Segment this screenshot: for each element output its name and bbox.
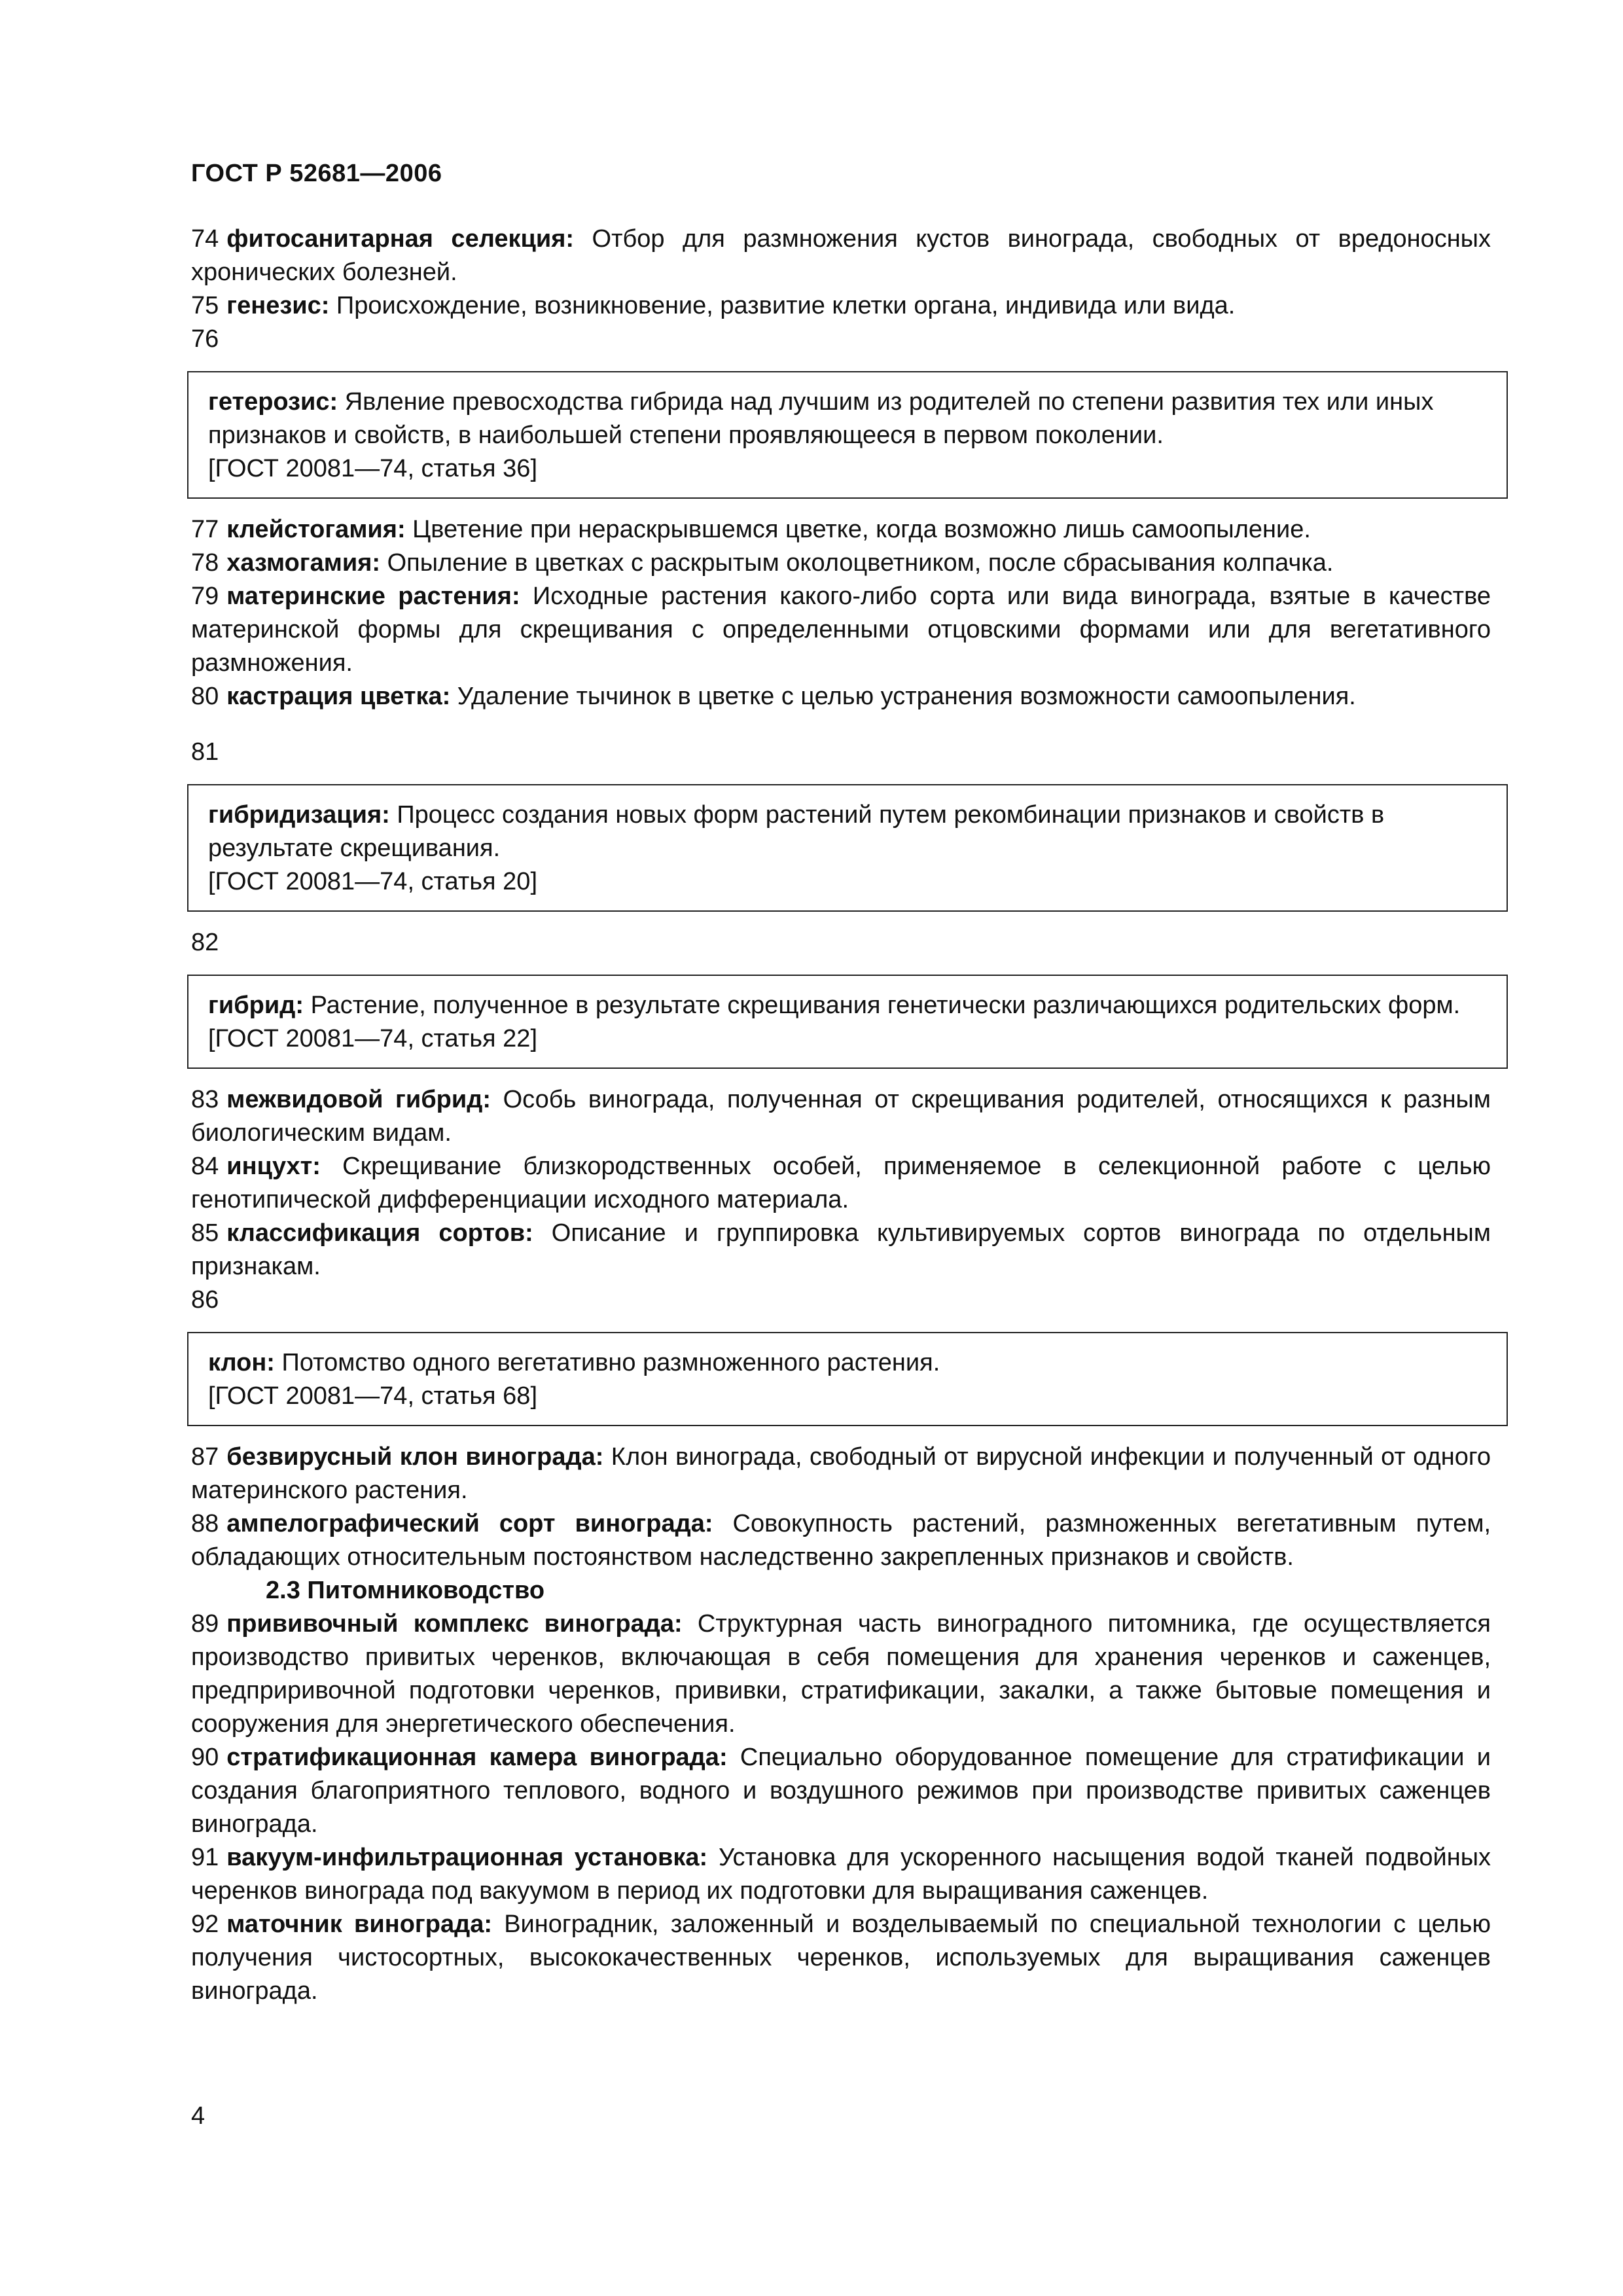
- entry-number-81: 81: [191, 738, 219, 766]
- standard-reference: [ГОСТ 20081—74, статья 22]: [208, 1025, 537, 1052]
- entry-number: 92: [191, 1910, 219, 1938]
- entry-number: 90: [191, 1744, 219, 1771]
- term-title: материнские растения:: [226, 583, 520, 610]
- entry-number: 91: [191, 1844, 219, 1871]
- term-title: гетерозис:: [208, 388, 338, 416]
- term-entry-87: [191, 1441, 1491, 1507]
- document-header: ГОСТ Р 52681—2006: [191, 160, 442, 187]
- term-definition: Особь винограда, полученная от скрещивания родителей, относящихся к разным биологическим видам.: [191, 1086, 1491, 1147]
- entry-number: 75: [191, 292, 219, 319]
- term-definition: Совокупность растений, размноженных вегетативным путем, обладающих относительным постоянством наследственно закрепленных признаков и свойств.: [191, 1510, 1491, 1571]
- entry-number: 89: [191, 1610, 219, 1638]
- entry-number: 87: [191, 1443, 219, 1471]
- term-title: клон:: [208, 1349, 275, 1376]
- term-title: гибрид:: [208, 992, 304, 1019]
- standard-reference: [ГОСТ 20081—74, статья 68]: [208, 1382, 537, 1410]
- term-title: вакуум-инфильтрационная установка:: [226, 1844, 708, 1871]
- boxed-term-86: [187, 1332, 1508, 1426]
- standard-reference: [ГОСТ 20081—74, статья 36]: [208, 455, 537, 482]
- term-definition: Виноградник, заложенный и возделываемый по специальной технологии с целью получения чистосортных, высококачественных черенков, используемых для выращивания саженцев винограда.: [191, 1910, 1491, 2005]
- term-definition: Описание и группировка культивируемых сортов винограда по отдельным признакам.: [191, 1219, 1491, 1280]
- term-definition: Процесс создания новых форм растений путем рекомбинации признаков и свойств в результате скрещивания.: [208, 801, 1385, 862]
- term-title: фитосанитарная селекция:: [226, 225, 575, 253]
- terms-content: [191, 223, 1491, 2008]
- term-entry-80: [191, 680, 1491, 713]
- boxed-term-76: [187, 371, 1508, 499]
- term-definition: Скрещивание близкородственных особей, применяемое в селекционной работе с целью генотипической дифференциации исходного материала.: [191, 1153, 1491, 1213]
- term-definition: Отбор для размножения кустов винограда, свободных от вредоносных хронических болезней.: [191, 225, 1491, 286]
- term-entry-85: [191, 1217, 1491, 1283]
- entry-number: 83: [191, 1086, 219, 1113]
- term-title: кастрация цветка:: [226, 683, 451, 710]
- standard-reference: [ГОСТ 20081—74, статья 20]: [208, 868, 537, 895]
- term-definition: Установка для ускоренного насыщения водой тканей подвойных черенков винограда под вакуумом в период их подготовки для выращивания саженцев.: [191, 1844, 1491, 1905]
- entry-number-86: 86: [191, 1286, 219, 1314]
- term-entry-90: [191, 1741, 1491, 1841]
- entry-number: 74: [191, 225, 219, 253]
- term-title: клейстогамия:: [226, 516, 406, 543]
- term-definition: Растение, полученное в результате скрещивания генетически различающихся родительских форм.: [304, 992, 1461, 1019]
- term-entry-75: [191, 289, 1491, 323]
- term-definition: Специально оборудованное помещение для стратификации и создания благоприятного теплового, водного и воздушного режимов при производстве привитых саженцев винограда.: [191, 1744, 1491, 1838]
- entry-number: 88: [191, 1510, 219, 1537]
- boxed-term-81: [187, 784, 1508, 912]
- entry-number: 77: [191, 516, 219, 543]
- term-definition: Происхождение, возникновение, развитие клетки органа, индивида или вида.: [329, 292, 1236, 319]
- term-definition: Клон винограда, свободный от вирусной инфекции и полученный от одного материнского растения.: [191, 1443, 1491, 1504]
- boxed-term-82: [187, 975, 1508, 1069]
- entry-number: 85: [191, 1219, 219, 1247]
- term-definition: Цветение при нераскрывшемся цветке, когда возможно лишь самоопыление.: [405, 516, 1311, 543]
- term-definition: Явление превосходства гибрида над лучшим из родителей по степени развития тех или иных признаков и свойств, в наибольшей степени проявляющееся в первом поколении.: [208, 388, 1434, 449]
- term-definition: Удаление тычинок в цветке с целью устранения возможности самоопыления.: [450, 683, 1356, 710]
- term-entry-91: [191, 1841, 1491, 1908]
- term-title: классификация сортов:: [226, 1219, 533, 1247]
- term-title: безвирусный клон винограда:: [226, 1443, 604, 1471]
- term-definition: Исходные растения какого-либо сорта или вида винограда, взятые в качестве материнской формы для скрещивания с определенными отцовскими формами или для вегетативного размножения.: [191, 583, 1491, 677]
- term-title: хазмогамия:: [226, 549, 381, 577]
- term-title: стратификационная камера винограда:: [226, 1744, 728, 1771]
- term-entry-77: [191, 513, 1491, 547]
- term-definition: Структурная часть виноградного питомника, где осуществляется производство привитых черенков, включающая в себя помещения для хранения черенков и саженцев, предприривочной подготовки черенков, прививки, стратификации, закалки, а также бытовые помещения и сооружения для энергетического обеспечения.: [191, 1610, 1491, 1738]
- term-title: маточник винограда:: [226, 1910, 492, 1938]
- term-title: инцухт:: [226, 1153, 321, 1180]
- spacer: [191, 713, 1491, 736]
- term-entry-88: [191, 1507, 1491, 1574]
- term-title: гибридизация:: [208, 801, 390, 829]
- term-entry-83: [191, 1083, 1491, 1150]
- term-title: межвидовой гибрид:: [226, 1086, 491, 1113]
- term-entry-74: [191, 223, 1491, 289]
- entry-number: 80: [191, 683, 219, 710]
- entry-number: 78: [191, 549, 219, 577]
- term-entry-78: [191, 547, 1491, 580]
- section-heading: 2.3 Питомниководство: [266, 1577, 545, 1604]
- entry-number-82: 82: [191, 929, 219, 956]
- term-entry-89: [191, 1607, 1491, 1741]
- term-entry-79: [191, 580, 1491, 680]
- page-number: 4: [191, 2102, 205, 2130]
- entry-number: 79: [191, 583, 219, 610]
- term-entry-84: [191, 1150, 1491, 1217]
- term-title: прививочный комплекс винограда:: [226, 1610, 683, 1638]
- term-entry-92: [191, 1908, 1491, 2008]
- term-title: ампелографический сорт винограда:: [226, 1510, 713, 1537]
- term-definition: Опыление в цветках с раскрытым околоцветником, после сбрасывания колпачка.: [380, 549, 1334, 577]
- term-title: генезис:: [226, 292, 330, 319]
- entry-number: 84: [191, 1153, 219, 1180]
- term-definition: Потомство одного вегетативно размноженного растения.: [274, 1349, 940, 1376]
- entry-number-76: 76: [191, 325, 219, 353]
